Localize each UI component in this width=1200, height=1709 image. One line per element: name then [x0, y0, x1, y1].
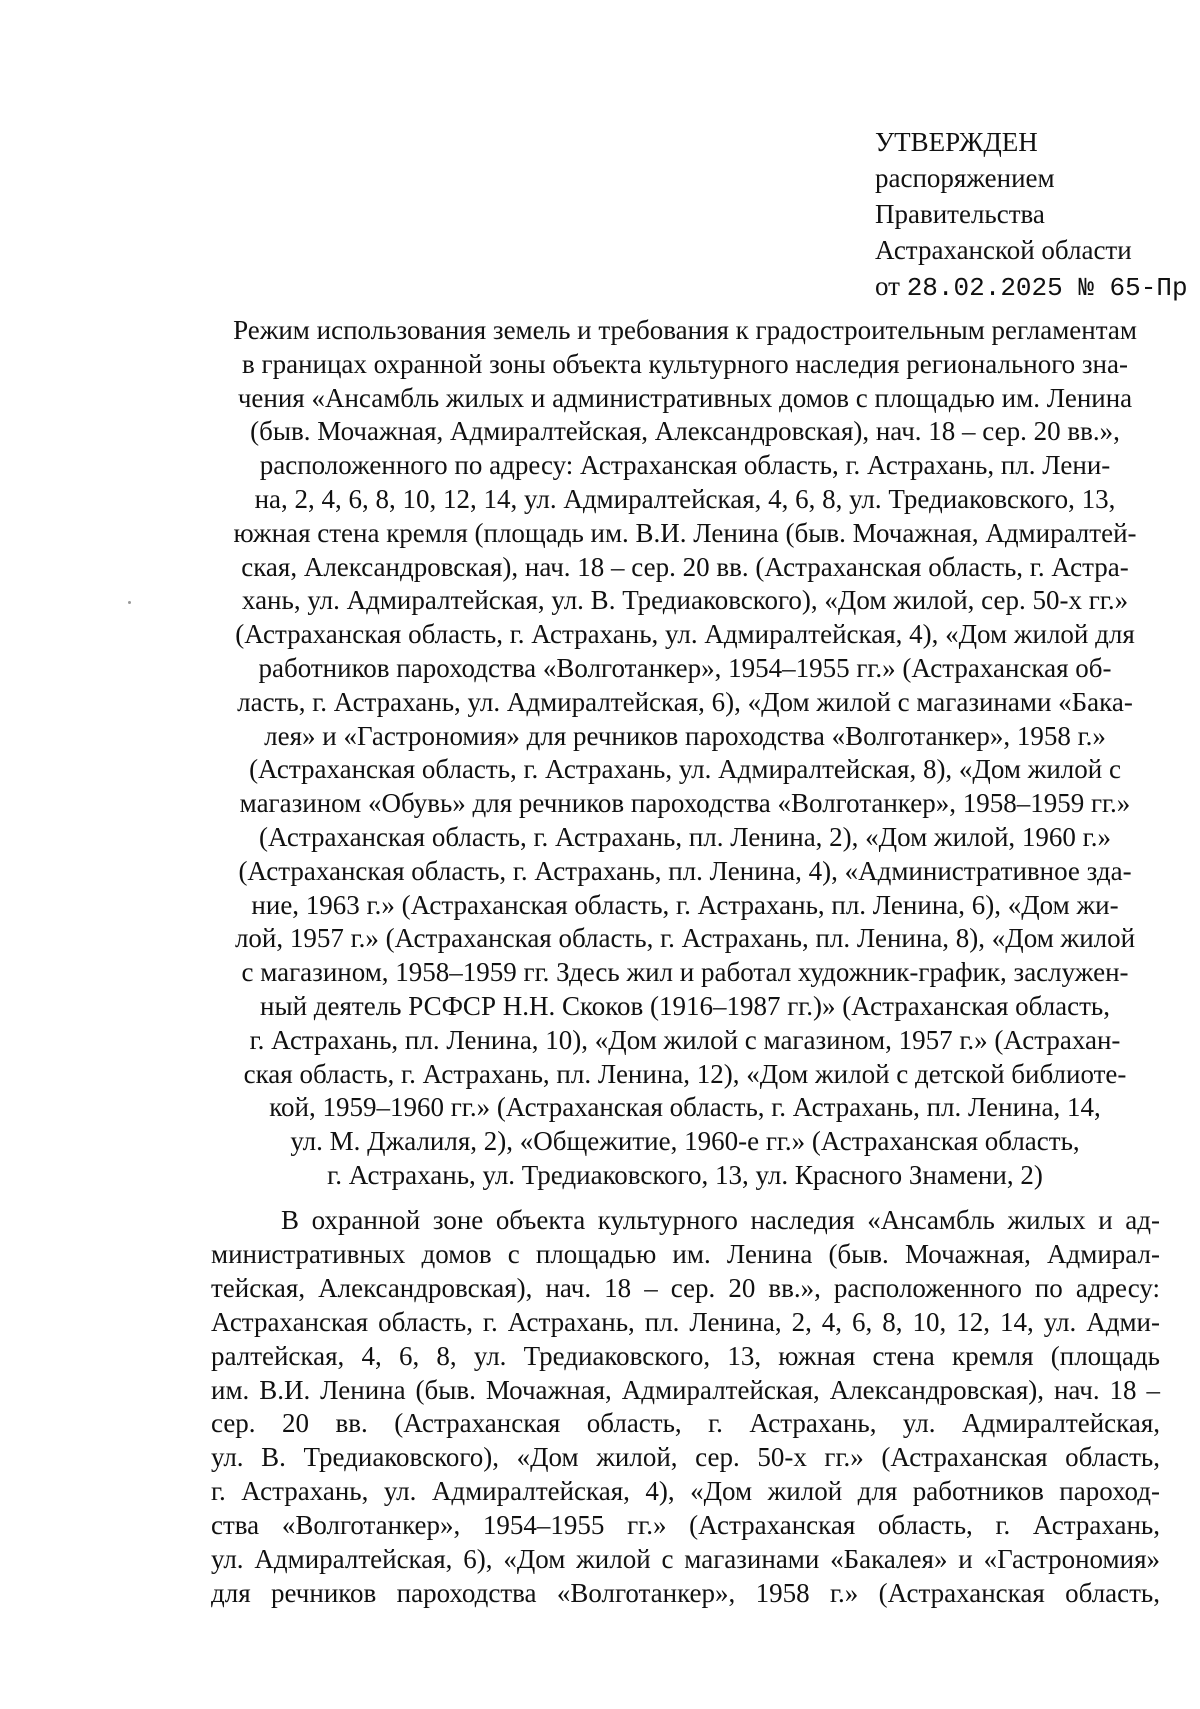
- title-line: ный деятель РСФСР Н.Н. Скоков (1916–1987 гг.)» (Астраханская область,: [260, 990, 1110, 1021]
- title-line: г. Астрахань, пл. Ленина, 10), «Дом жилой с магазином, 1957 г.» (Астрахан-: [249, 1024, 1121, 1055]
- approval-line-order: распоряжением: [875, 163, 1055, 193]
- title-line: ние, 1963 г.» (Астраханская область, г. Астрахань, пл. Ленина, 6), «Дом жи-: [251, 889, 1119, 920]
- title-line: ул. М. Джалиля, 2), «Общежитие, 1960-е гг.» (Астраханская область,: [290, 1126, 1080, 1157]
- title-line: ская, Александровская), нач. 18 – сер. 20 вв. (Астраханская область, г. Астра-: [241, 551, 1129, 582]
- approval-block: [875, 124, 1188, 306]
- title-line: расположенного по адресу: Астраханская область, г. Астрахань, пл. Лени-: [259, 450, 1111, 481]
- title-line: кой, 1959–1960 гг.» (Астраханская область, г. Астрахань, пл. Ленина, 14,: [269, 1092, 1101, 1123]
- title-line: на, 2, 4, 6, 8, 10, 12, 14, ул. Адмиралтейская, 4, 6, 8, ул. Тредиаковского, 13,: [254, 483, 1116, 514]
- body-line: ул. В. Тредиаковского), «Дом жилой, сер. 50-х гг.» (Астраханская область,: [211, 1442, 1160, 1473]
- body-line: им. В.И. Ленина (быв. Мочажная, Адмиралтейская, Александровская), нач. 18 –: [211, 1374, 1160, 1405]
- title-line: чения «Ансамбль жилых и административных домов с площадью им. Ленина: [237, 382, 1133, 413]
- title-line: ласть, г. Астрахань, ул. Адмиралтейская, 6), «Дом жилой с магазинами «Бака-: [237, 686, 1133, 717]
- document-title: [210, 314, 1160, 1193]
- body-line: Астраханская область, г. Астрахань, пл. Ленина, 2, 4, 6, 8, 10, 12, 14, ул. Адми-: [211, 1306, 1160, 1337]
- title-line: южная стена кремля (площадь им. В.И. Ленина (быв. Мочажная, Адмиралтей-: [233, 517, 1137, 548]
- title-line: хань, ул. Адмиралтейская, ул. В. Тредиаковского), «Дом жилой, сер. 50-х гг.»: [241, 585, 1129, 616]
- body-line: сер. 20 вв. (Астраханская область, г. Астрахань, ул. Адмиралтейская,: [211, 1408, 1160, 1439]
- title-line: Режим использования земель и требования к градостроительным регламентам: [233, 315, 1137, 345]
- title-line: работников пароходства «Волготанкер», 1954–1955 гг.» (Астраханская об-: [258, 652, 1112, 683]
- approval-date-line: [875, 268, 1188, 306]
- approval-heading: УТВЕРЖДЕН: [875, 127, 1038, 157]
- title-line: ская область, г. Астрахань, пл. Ленина, 12), «Дом жилой с детской библиоте-: [243, 1058, 1127, 1089]
- title-line: (быв. Мочажная, Адмиралтейская, Александровская), нач. 18 – сер. 20 вв.»,: [250, 416, 1120, 447]
- approval-date-prefix: от: [875, 271, 900, 301]
- title-line: (Астраханская область, г. Астрахань, пл. Ленина, 2), «Дом жилой, 1960 г.»: [259, 821, 1111, 852]
- scan-speck: [128, 601, 131, 604]
- title-line: (Астраханская область, г. Астрахань, ул. Адмиралтейская, 8), «Дом жилой с: [249, 754, 1121, 785]
- title-line: лея» и «Гастрономия» для речников пароходства «Волготанкер», 1958 г.»: [264, 720, 1106, 751]
- title-line: г. Астрахань, ул. Тредиаковского, 13, ул. Красного Знамени, 2): [327, 1159, 1043, 1190]
- title-line: с магазином, 1958–1959 гг. Здесь жил и работал художник-график, заслужен-: [241, 957, 1129, 988]
- approval-line-region: Астраханской области: [875, 235, 1132, 265]
- body-line: для речников пароходства «Волготанкер», 1958 г.» (Астраханская область,: [211, 1577, 1160, 1608]
- title-line: (Астраханская область, г. Астрахань, пл. Ленина, 4), «Административное зда-: [238, 855, 1132, 886]
- title-line: (Астраханская область, г. Астрахань, ул. Адмиралтейская, 4), «Дом жилой для: [235, 619, 1135, 650]
- body-line: ул. Адмиралтейская, 6), «Дом жилой с магазинами «Бакалея» и «Гастрономия»: [211, 1544, 1160, 1575]
- approval-line-government: Правительства: [875, 199, 1045, 229]
- body-line: тейская, Александровская), нач. 18 – сер. 20 вв.», расположенного по адресу:: [211, 1272, 1160, 1303]
- body-line: г. Астрахань, ул. Адмиралтейская, 4), «Дом жилой для работников пароход-: [211, 1476, 1160, 1507]
- body-line: министративных домов с площадью им. Ленина (быв. Мочажная, Адмирал-: [211, 1238, 1160, 1269]
- body-line: В охранной зоне объекта культурного наследия «Ансамбль жилых и ад-: [281, 1205, 1160, 1235]
- document-body-paragraph: [211, 1204, 1160, 1611]
- title-line: магазином «Обувь» для речников пароходства «Волготанкер», 1958–1959 гг.»: [239, 788, 1131, 819]
- body-line: ства «Волготанкер», 1954–1955 гг.» (Астраханская область, г. Астрахань,: [211, 1510, 1160, 1541]
- title-line: лой, 1957 г.» (Астраханская область, г. Астрахань, пл. Ленина, 8), «Дом жилой: [234, 923, 1136, 954]
- title-line: в границах охранной зоны объекта культурного наследия регионального зна-: [242, 348, 1128, 379]
- approval-date-stamp: 28.02.2025 № 65-Пр: [906, 273, 1188, 303]
- body-line: ралтейская, 4, 6, 8, ул. Тредиаковского, 13, южная стена кремля (площадь: [211, 1340, 1160, 1371]
